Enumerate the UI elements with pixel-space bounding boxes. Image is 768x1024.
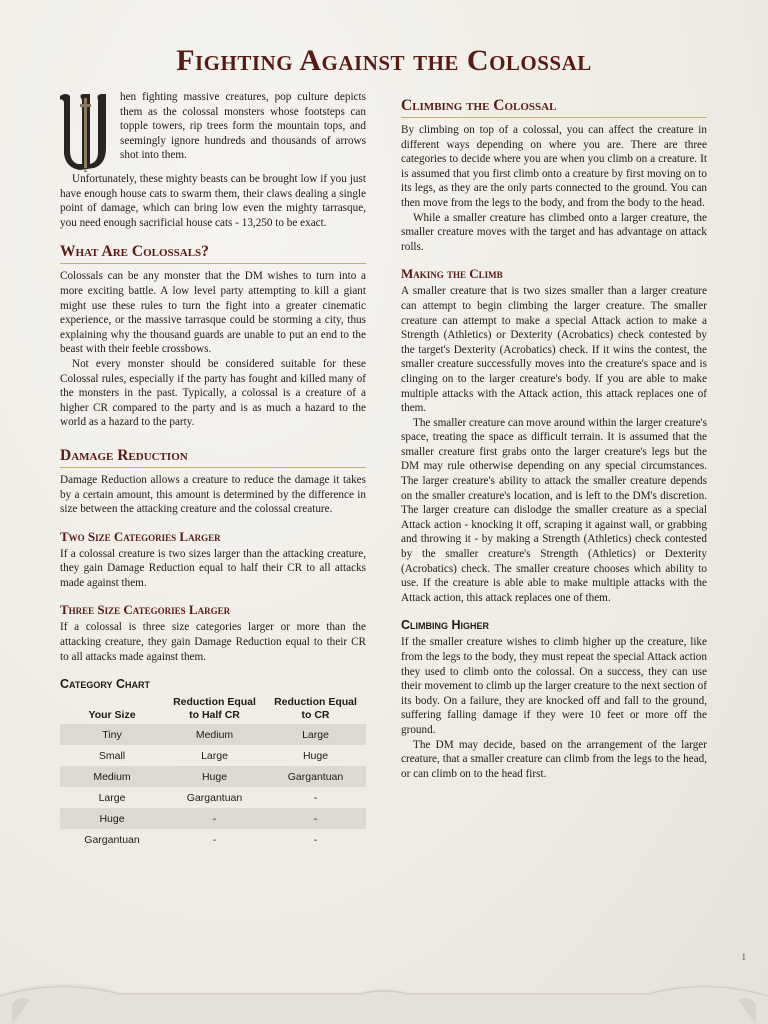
heading-two-size-categories: Two Size Categories Larger	[60, 528, 221, 544]
intro-paragraph-1: hen fighting massive creatures, pop culture depicts them as the colossal monsters whose footsteps can topple towers, rip trees form the mountain tops, and seemingly ignore hundreds and thousands of arrows shot into them.	[120, 91, 366, 162]
table-row	[60, 829, 366, 850]
page-title: Fighting Against the Colossal	[176, 44, 592, 77]
table-cell: Large	[265, 724, 366, 745]
table-cell: -	[313, 833, 318, 846]
table-cell: Small	[98, 749, 126, 762]
what-are-paragraph-2: Not every monster should be considered suitable for these Colossal rules, especially if the party has fought and killed many of the monsters in the past. Typically, a colossal is a creature of a higher CR compared to the party and is as much a hazard to the world as a hazard to the party.	[60, 357, 366, 429]
heading-damage-reduction: Damage Reduction	[60, 446, 366, 468]
page-number: 1	[741, 952, 746, 962]
table-cell: Gargantuan	[186, 791, 243, 804]
category-chart-table	[60, 694, 366, 850]
table-row	[60, 724, 366, 745]
table-cell: -	[265, 808, 366, 829]
table-cell: Huge	[164, 766, 265, 787]
table-cell: -	[164, 808, 265, 829]
intro-paragraph-2: Unfortunately, these mighty beasts can be brought low if you just have enough house cats to swarm them, their claws dealing a single point of damage, which can bring low even the mighty tarrasque, you need enough sacrificial house cats - 13,250 to be exact.	[60, 173, 366, 229]
climbing-higher-paragraph-1: If the smaller creature wishes to climb higher up the creature, like from the legs to the body, they must repeat the special Attack action they used to climb onto the colossal. On a success, they can use their movement to climb up the larger creature to the next section of its body. On a failure, they are knocked off and fall to the ground, suffering falling damage if they were 10 feet or more off the ground.	[401, 636, 707, 736]
three-size-paragraph: If a colossal is three size categories larger or more than the attacking creature, they gain Damage Reduction equal to their CR to all attacks made against them.	[60, 621, 366, 663]
climbing-higher-paragraph-2: The DM may decide, based on the arrangement of the larger creature, that a smaller creature can climb from the legs to the head, or can climb on to the head first.	[401, 738, 707, 780]
table-cell: Tiny	[60, 724, 164, 745]
table-cell: -	[212, 833, 217, 846]
heading-climbing-the-colossal: Climbing the Colossal	[401, 96, 707, 118]
table-header-full-cr: Reduction Equal to CR	[274, 696, 357, 722]
table-cell: Medium	[164, 724, 265, 745]
table-row	[60, 766, 366, 787]
table-cell: -	[313, 791, 318, 804]
two-size-paragraph: If a colossal creature is two sizes larger than the attacking creature, they gain Damage Reduction equal to half their CR to all attacks made against them.	[60, 547, 366, 589]
heading-category-chart: Category Chart	[60, 677, 151, 692]
what-are-paragraph-1: Colossals can be any monster that the DM wishes to turn into a more exciting battle. A low level party attempting to kill a giant might use these rules to turn the fight into a greater cinematic experience, or the massive tarrasque could be storming a city, thus explaining why the thousand guards are unable to put an end to the beast with their feeble crossbows.	[60, 270, 366, 356]
table-row	[60, 787, 366, 808]
making-climb-paragraph-1: A smaller creature that is two sizes smaller than a larger creature can attempt to begin climbing the larger creature. The smaller creature can attempt to make a special Attack action to make a Strength (Athletics) or Dexterity (Acrobatics) check contested by the target's Dexterity (Acrobatics) check. If it wins the contest, the smaller creature successfully moves into the creature's space and is clinging on to the larger creature's body. If you are able to make multiple attacks with the Attack action, this attack replaces one of them.	[401, 285, 707, 415]
heading-three-size-categories: Three Size Categories Larger	[60, 602, 231, 618]
table-row	[60, 808, 366, 829]
climbing-paragraph-1: By climbing on top of a colossal, you can affect the creature in different ways depending on where you are. There are three categories to decide where you are when you climb on a creature. It is assumed that you first climb onto a creature by first moving on to its legs, as they are the only parts connected to the ground. You can then move from the legs to the body, and from the body to the head.	[401, 124, 707, 209]
heading-climbing-higher: Climbing Higher	[401, 618, 490, 633]
table-cell: Large	[201, 749, 228, 762]
left-column	[60, 90, 366, 850]
climbing-paragraph-2: While a smaller creature has climbed onto a larger creature, the smaller creature moves with the target and has advantage on attack rolls.	[401, 211, 707, 253]
table-cell: Large	[98, 791, 126, 804]
dropcap-w-icon	[58, 90, 116, 172]
heading-what-are-colossals: What Are Colossals?	[60, 242, 366, 264]
making-climb-paragraph-2: The smaller creature can move around within the larger creature's space, treating the space as difficult terrain. It is assumed that the smaller creature first grabs onto the larger creature's legs but the DM may rule otherwise depending on any special circumstances. The larger creature's ability to attack the smaller creature depends on the smaller creature's location, and is left to the DM's discretion. The larger creature can dislodge the smaller creature as a special Attack action - knocking it off, scraping it against wall, or grabbing and throwing it - by making a Strength (Athletics) check contested by the smaller creature's Strength (Athletics) or Dexterity (Acrobatics) check. The smaller creature chooses which ability to use. If the creature is able able to make multiple attacks with the Attack action, this attack replaces one of them.	[401, 416, 707, 604]
table-cell: Gargantuan	[84, 833, 140, 846]
table-cell: Medium	[60, 766, 164, 787]
table-header-row	[60, 694, 366, 724]
footer-ornament-icon	[0, 934, 768, 1024]
damage-reduction-paragraph: Damage Reduction allows a creature to reduce the damage it takes by a certain amount, this amount is determined by the difference in size between the attacking creature and the colossal creature.	[60, 473, 366, 516]
table-header-your-size: Your Size	[88, 709, 136, 722]
table-cell: Gargantuan	[265, 766, 366, 787]
table-row	[60, 745, 366, 766]
table-cell: Huge	[60, 808, 164, 829]
intro-section	[60, 90, 366, 230]
table-cell: Huge	[302, 749, 329, 762]
table-header-half-cr: Reduction Equal to Half CR	[173, 696, 256, 722]
right-column	[401, 96, 707, 781]
heading-making-the-climb: Making the Climb	[401, 266, 503, 282]
